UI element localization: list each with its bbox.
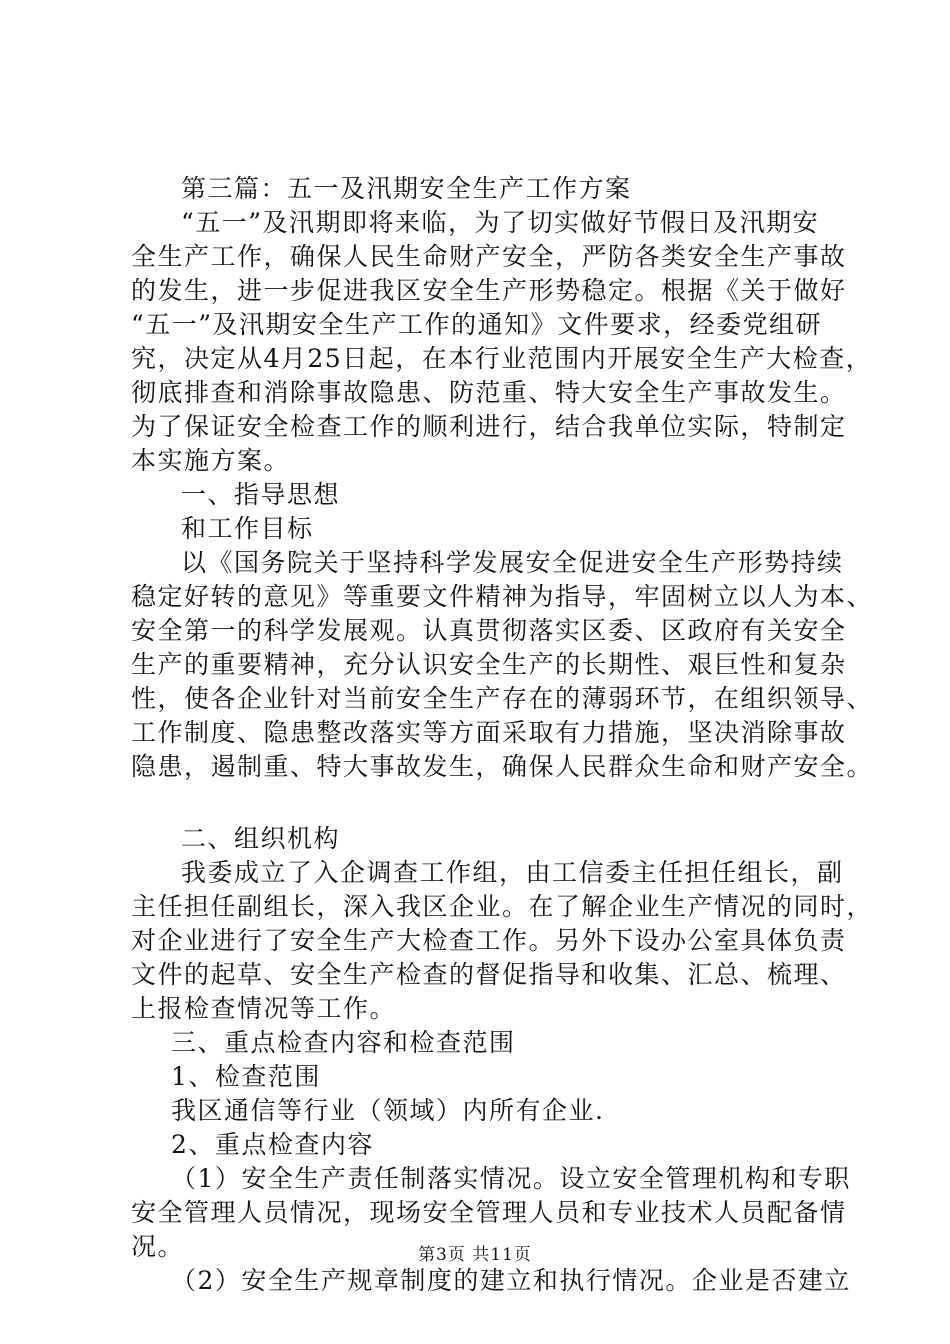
paragraph-line: 安全管理人员情况，现场安全管理人员和专业技术人员配备情 [131, 1198, 847, 1227]
paragraph-line: 文件的起草、安全生产检查的督促指导和收集、汇总、梳理、 [131, 960, 847, 989]
document-title: 第三篇：五一及汛期安全生产工作方案 [181, 174, 632, 203]
subsection-heading: 1、检查范围 [171, 1062, 321, 1091]
paragraph-line: 性，使各企业针对当前安全生产存在的薄弱环节，在组织领导、 [131, 684, 874, 713]
page-number: 第3页 共11页 [418, 1245, 532, 1265]
section-heading: 三、重点检查内容和检查范围 [171, 1028, 516, 1057]
subsection-heading: 2、重点检查内容 [171, 1130, 374, 1159]
paragraph-line: 以《国务院关于坚持科学发展安全促进安全生产形势持续 [181, 548, 844, 577]
section-heading: 和工作目标 [181, 514, 314, 543]
document-body [131, 172, 874, 1298]
paragraph-line: 况。 [131, 1232, 185, 1261]
paragraph-line: 为了保证安全检查工作的顺利进行，结合我单位实际，特制定 [131, 412, 847, 441]
paragraph-line: 生产的重要精神，充分认识安全生产的长期性、艰巨性和复杂 [131, 650, 847, 679]
paragraph-line: 隐患，遏制重、特大事故发生，确保人民群众生命和财产安全。 [131, 752, 874, 781]
paragraph-line: 对企业进行了安全生产大检查工作。另外下设办公室具体负责 [131, 926, 847, 955]
paragraph-line: 安全第一的科学发展观。认真贯彻落实区委、区政府有关安全 [131, 616, 847, 645]
paragraph-line: 全生产工作，确保人民生命财产安全，严防各类安全生产事故 [131, 242, 847, 271]
paragraph-line: 彻底排查和消除事故隐患、防范重、特大安全生产事故发生。 [131, 378, 847, 407]
paragraph-line: 究，决定从4月25日起，在本行业范围内开展安全生产大检查， [131, 344, 873, 373]
paragraph-line: 我委成立了入企调查工作组，由工信委主任担任组长，副 [181, 858, 844, 887]
paragraph-line: 稳定好转的意见》等重要文件精神为指导，牢固树立以人为本、 [131, 582, 874, 611]
paragraph-line: “五一”及汛期即将来临，为了切实做好节假日及汛期安 [181, 208, 820, 237]
paragraph-line: 的发生，进一步促进我区安全生产形势稳定。根据《关于做好 [131, 276, 847, 305]
paragraph-line: “五一”及汛期安全生产工作的通知》文件要求，经委党组研 [131, 310, 823, 339]
section-heading: 二、组织机构 [181, 824, 341, 853]
paragraph-line: 主任担任副组长，深入我区企业。在了解企业生产情况的同时， [131, 892, 874, 921]
paragraph-line: 本实施方案。 [131, 446, 291, 475]
blank-line [131, 784, 831, 822]
paragraph-line: （1）安全生产责任制落实情况。设立安全管理机构和专职 [171, 1164, 851, 1193]
paragraph-line: 上报检查情况等工作。 [131, 994, 397, 1023]
section-heading: 一、指导思想 [181, 480, 341, 509]
paragraph-line: 工作制度、隐患整改落实等方面采取有力措施，坚决消除事故 [131, 718, 847, 747]
paragraph-line: 我区通信等行业（领域）内所有企业. [171, 1096, 605, 1125]
paragraph-line: （2）安全生产规章制度的建立和执行情况。企业是否建立 [171, 1266, 851, 1295]
